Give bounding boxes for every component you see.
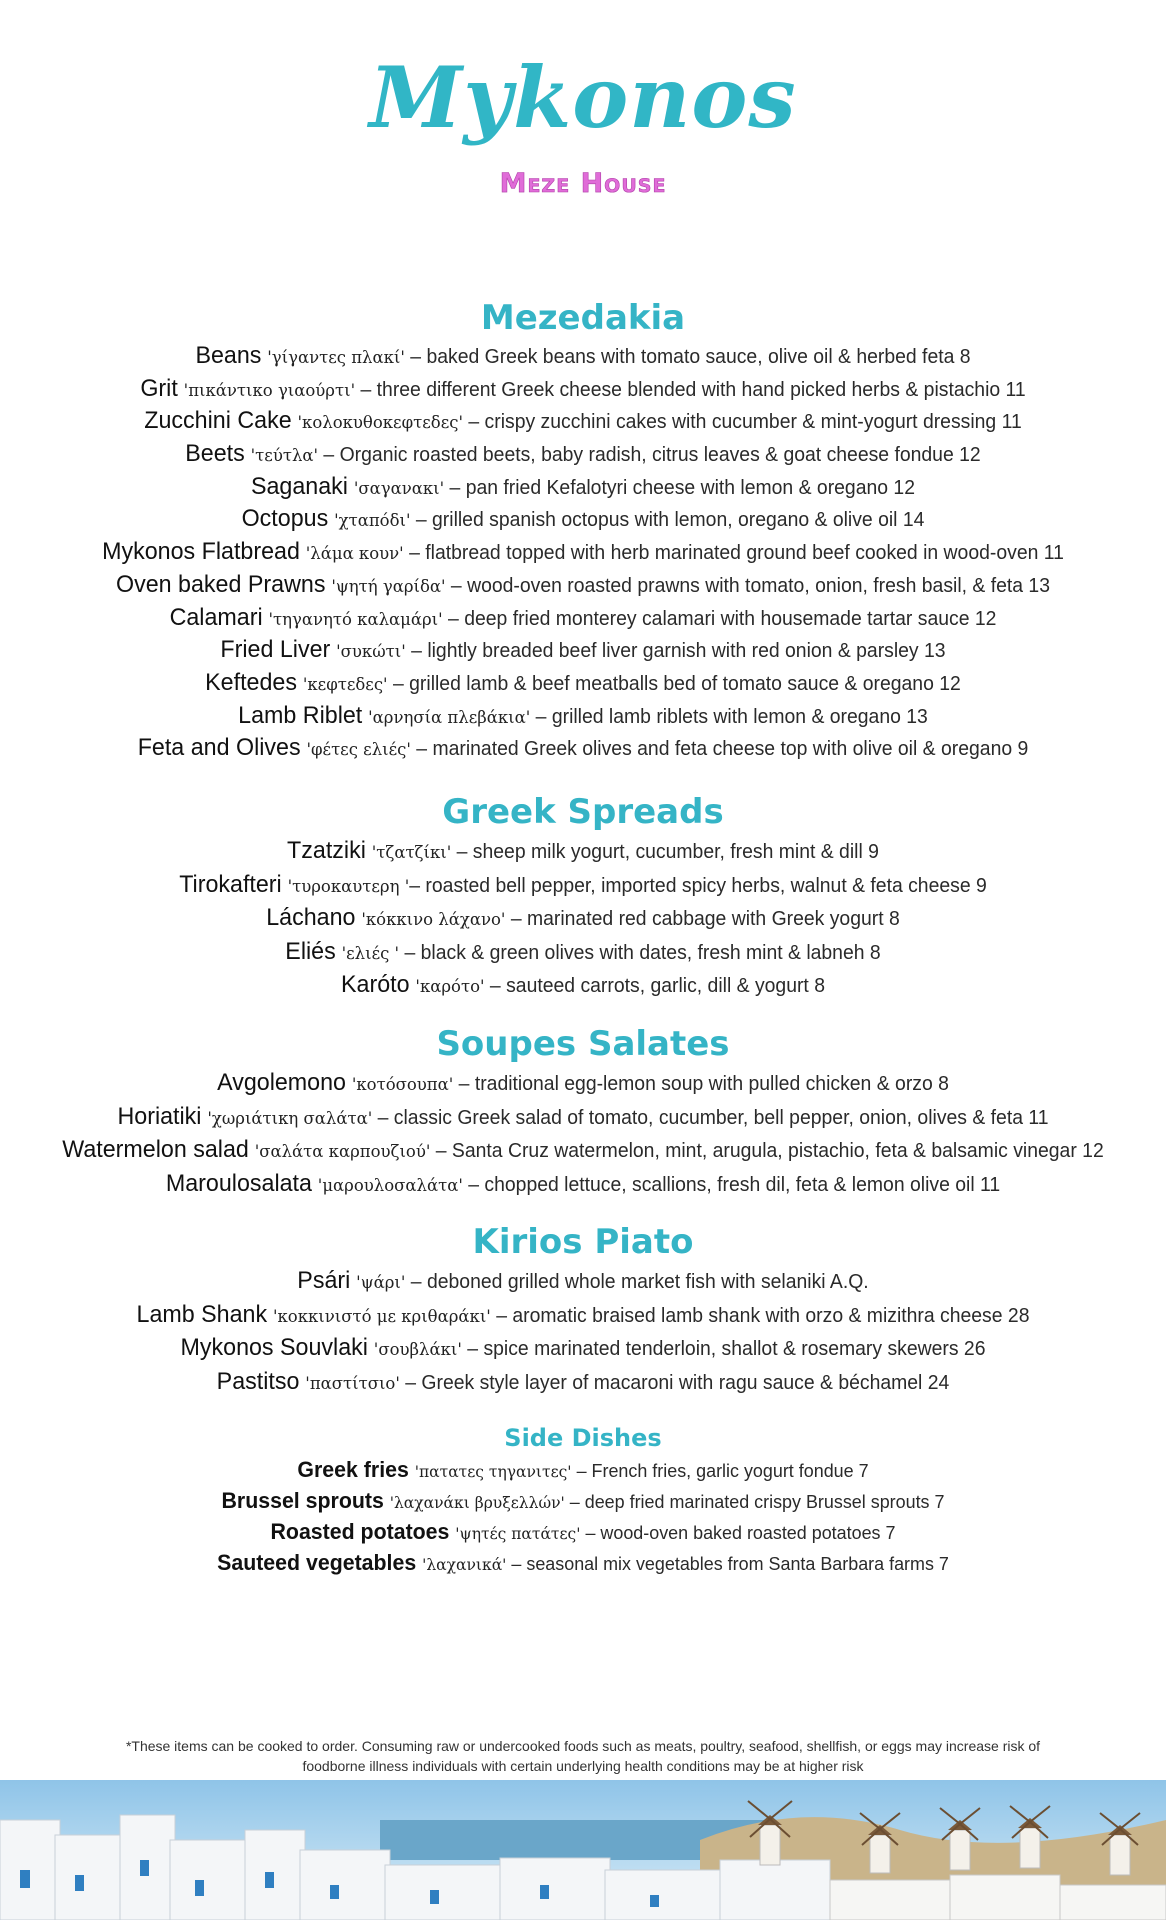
menu-item-greek-name: 'παστίτσιο': [305, 1373, 400, 1394]
menu-item: [18, 602, 1148, 635]
menu-item-greek-name: 'ψητή γαρίδα': [331, 576, 446, 597]
menu-item-greek-name: 'λαχανικά': [422, 1555, 507, 1574]
menu-item-list: [0, 1264, 1166, 1398]
menu-item-greek-name: 'κόκκινο λάχανο': [361, 910, 506, 930]
menu-item: [18, 1298, 1148, 1332]
menu-item-greek-name: 'τζατζίκι': [371, 843, 452, 863]
menu-item: [18, 732, 1148, 765]
menu-item: [18, 834, 1148, 868]
menu-item-name: Grit: [140, 374, 178, 402]
menu-item-description: – chopped lettuce, scallions, fresh dil, feta & lemon olive oil 11: [462, 1173, 1001, 1196]
menu-item-list: [0, 834, 1166, 1002]
menu-item: [18, 569, 1148, 602]
menu-item: [18, 700, 1148, 733]
menu-item: [18, 1264, 1148, 1298]
menu-item-greek-name: 'γίγαντες πλακί': [267, 348, 405, 368]
menu-item: [18, 1454, 1148, 1485]
menu-item-description: – flatbread topped with herb marinated ground beef cooked in wood-oven 11: [403, 542, 1064, 565]
menu-item: [18, 471, 1148, 504]
menu-item-name: Maroulosalata: [165, 1169, 312, 1197]
section-heading: Soupes Salates: [436, 1024, 730, 1064]
menu-item-description: – roasted bell pepper, imported spicy herbs, walnut & feta cheese 9: [409, 874, 987, 897]
menu-item-greek-name: 'πικάντικο γιαούρτι': [183, 380, 356, 401]
menu-item-name: Tirokafteri: [179, 870, 282, 898]
menu-item-description: – French fries, garlic yogurt fondue 7: [571, 1460, 869, 1481]
menu-item: [18, 373, 1148, 406]
menu-item: [18, 901, 1148, 935]
menu-item-name: Tzatziki: [287, 837, 366, 864]
menu-item-description: – traditional egg-lemon soup with pulled chicken & orzo 8: [453, 1073, 949, 1095]
menu-item-name: Beans: [195, 342, 262, 369]
menu-item-description: – pan fried Kefalotyri cheese with lemon & oregano 12: [444, 476, 916, 499]
restaurant-logo-subtitle: Meze House: [499, 168, 667, 199]
menu-item-description: – Organic roasted beets, baby radish, citrus leaves & goat cheese fondue 12: [318, 444, 981, 467]
mykonos-village-banner-image: [0, 1780, 1166, 1920]
section-side-dishes: [0, 1422, 1166, 1578]
menu-item: [18, 1516, 1148, 1547]
menu-item-name: Watermelon salad: [62, 1136, 249, 1163]
menu-item-description: – sheep milk yogurt, cucumber, fresh mint & dill 9: [451, 841, 879, 863]
menu-item: [18, 634, 1148, 667]
menu-item-greek-name: 'χταπόδι': [334, 511, 411, 532]
menu-item-greek-name: 'λάμα κουν': [305, 544, 404, 565]
menu-item-name: Calamari: [169, 603, 263, 631]
section-heading: Greek Spreads: [442, 792, 724, 832]
menu-item-name: Avgolemono: [217, 1069, 346, 1096]
menu-item-list: [0, 1066, 1166, 1200]
menu-item-description: – marinated red cabbage with Greek yogurt 8: [505, 908, 900, 930]
menu-item-greek-name: 'τεύτλα': [250, 446, 319, 467]
menu-item-description: – deboned grilled whole market fish with selaniki A.Q.: [405, 1271, 869, 1293]
menu-item-description: – seasonal mix vegetables from Santa Barbara farms 7: [506, 1553, 949, 1574]
menu-item-greek-name: 'τυροκαυτερη ': [287, 876, 410, 897]
menu-item: [18, 935, 1148, 969]
menu-item-description: – three different Greek cheese blended with hand picked herbs & pistachio 11: [355, 378, 1026, 401]
menu-item-greek-name: 'συκώτι': [336, 642, 406, 663]
menu-item-greek-name: 'χωριάτικη σαλάτα': [207, 1108, 373, 1129]
section-kirios-piato: [0, 1220, 1166, 1398]
menu-item: [18, 1547, 1148, 1578]
menu-item-description: – aromatic braised lamb shank with orzo & mizithra cheese 28: [490, 1304, 1030, 1327]
menu-item-name: Pastitso: [216, 1367, 300, 1395]
menu-item: [18, 1100, 1148, 1134]
menu-item-description: – marinated Greek olives and feta cheese top with olive oil & oregano 9: [410, 738, 1029, 761]
menu-item-name: Octopus: [241, 505, 329, 533]
disclaimer-line: foodborne illness individuals with certain underlying health conditions may be at higher risk: [302, 1758, 864, 1774]
menu-item: [18, 438, 1148, 471]
menu-item-name: Láchano: [266, 904, 356, 931]
menu-item-description: – grilled spanish octopus with lemon, oregano & olive oil 14: [410, 509, 925, 532]
section-heading: Side Dishes: [504, 1424, 662, 1452]
menu-item-name: Eliés: [285, 937, 336, 965]
menu-item-greek-name: 'μαρουλοσαλάτα': [317, 1175, 463, 1196]
menu-item-greek-name: 'σαλάτα καρπουζιού': [254, 1142, 431, 1162]
menu-item: [18, 667, 1148, 700]
menu-item-name: Karóto: [341, 971, 410, 998]
menu-item-description: – grilled lamb riblets with lemon & oregano 13: [530, 705, 928, 728]
menu-item: [18, 1133, 1148, 1167]
menu-item: [18, 503, 1148, 536]
menu-item-name: Psári: [297, 1267, 351, 1294]
menu-item-greek-name: 'καρότο': [415, 977, 485, 997]
menu-item-name: Horiatiki: [117, 1102, 202, 1130]
menu-item-description: – baked Greek beans with tomato sauce, olive oil & herbed feta 8: [404, 346, 971, 368]
menu-item-greek-name: 'ψητές πατάτες': [455, 1524, 581, 1543]
menu-item-description: – sauteed carrots, garlic, dill & yogurt 8: [484, 975, 825, 997]
menu-item-greek-name: 'πατατες τηγανιτες': [414, 1462, 572, 1481]
menu-item-greek-name: 'σαγανακι': [353, 478, 445, 499]
menu-item-greek-name: 'φέτες ελιές': [306, 740, 411, 761]
menu-item-name: Mykonos Flatbread: [102, 538, 300, 566]
menu-item-description: – crispy zucchini cakes with cucumber & mint-yogurt dressing 11: [462, 411, 1022, 434]
menu-item-description: – deep fried marinated crispy Brussel sprouts 7: [564, 1491, 945, 1512]
menu-item-name: Sauteed vegetables: [217, 1550, 417, 1575]
menu-item-greek-name: 'κεφτεδες': [302, 674, 388, 695]
menu-item-list: [0, 1454, 1166, 1578]
menu-item-name: Fried Liver: [220, 636, 331, 664]
menu-item: [18, 405, 1148, 438]
menu-item-description: – grilled lamb & beef meatballs bed of tomato sauce & oregano 12: [387, 672, 961, 695]
menu-item-description: – black & green olives with dates, fresh mint & labneh 8: [399, 941, 881, 964]
menu-item-greek-name: 'αρνησία πλεβάκια': [368, 707, 531, 728]
menu-item-greek-name: 'λαχανάκι βρυξελλών': [389, 1493, 565, 1512]
menu-item: [18, 1167, 1148, 1201]
menu-item: [18, 1066, 1148, 1100]
section-mezedakia: [0, 296, 1166, 765]
menu-item-greek-name: 'κοκκινιστό με κριθαράκι': [272, 1306, 491, 1327]
menu-item-description: – lightly breaded beef liver garnish with red onion & parsley 13: [405, 640, 946, 663]
menu-item-greek-name: 'ψάρι': [356, 1273, 406, 1293]
menu-item-greek-name: 'σουβλάκι': [373, 1340, 462, 1360]
menu-item: [18, 1485, 1148, 1516]
menu-item: [18, 340, 1148, 373]
menu-item-description: – spice marinated tenderloin, shallot & rosemary skewers 26: [461, 1338, 986, 1360]
section-heading: Kirios Piato: [472, 1222, 694, 1262]
section-greek-spreads: [0, 790, 1166, 1002]
menu-item: [18, 868, 1148, 902]
menu-item-greek-name: 'τηγανητό καλαμάρι': [268, 609, 443, 630]
menu-item-description: – Greek style layer of macaroni with ragu sauce & béchamel 24: [399, 1371, 950, 1394]
menu-item-list: [0, 340, 1166, 765]
section-heading: Mezedakia: [480, 298, 686, 338]
menu-item-greek-name: 'ελιές ': [341, 943, 400, 964]
menu-item-greek-name: 'κοτόσουπα': [351, 1075, 454, 1095]
menu-item-name: Beets: [185, 440, 245, 468]
health-disclaimer: [60, 1736, 1106, 1776]
menu-item-name: Keftedes: [205, 668, 297, 696]
menu-item-greek-name: 'κολοκυθοκεφτεδες': [297, 413, 463, 434]
menu-item-description: – classic Greek salad of tomato, cucumber, bell pepper, onion, olives & feta 11: [372, 1106, 1049, 1129]
menu-item-name: Saganaki: [250, 472, 348, 500]
menu-item-name: Roasted potatoes: [270, 1519, 450, 1544]
menu-item: [18, 536, 1148, 569]
restaurant-logo-title: Mykonos: [369, 48, 797, 147]
menu-item-name: Feta and Olives: [137, 734, 301, 762]
menu-item-description: – deep fried monterey calamari with housemade tartar sauce 12: [442, 607, 997, 630]
menu-item-name: Greek fries: [297, 1457, 409, 1482]
menu-item-description: – wood-oven roasted prawns with tomato, onion, fresh basil, & feta 13: [445, 574, 1050, 597]
menu-item: [18, 968, 1148, 1002]
menu-item-name: Zucchini Cake: [144, 407, 292, 435]
menu-item-description: – Santa Cruz watermelon, mint, arugula, pistachio, feta & balsamic vinegar 12: [430, 1140, 1104, 1162]
menu-item-name: Lamb Shank: [136, 1300, 268, 1328]
menu-item-name: Mykonos Souvlaki: [180, 1334, 368, 1361]
menu-item-name: Brussel sprouts: [221, 1488, 384, 1513]
disclaimer-line: *These items can be cooked to order. Consuming raw or undercooked foods such as meats, poultry, seafood, shellfish, or eggs may increase risk of: [125, 1738, 1041, 1754]
menu-item-name: Oven baked Prawns: [116, 570, 326, 598]
menu-item-name: Lamb Riblet: [238, 701, 363, 729]
section-soupes-salates: [0, 1022, 1166, 1200]
menu-item: [18, 1365, 1148, 1399]
menu-item-description: – wood-oven baked roasted potatoes 7: [580, 1522, 896, 1543]
menu-item: [18, 1331, 1148, 1365]
